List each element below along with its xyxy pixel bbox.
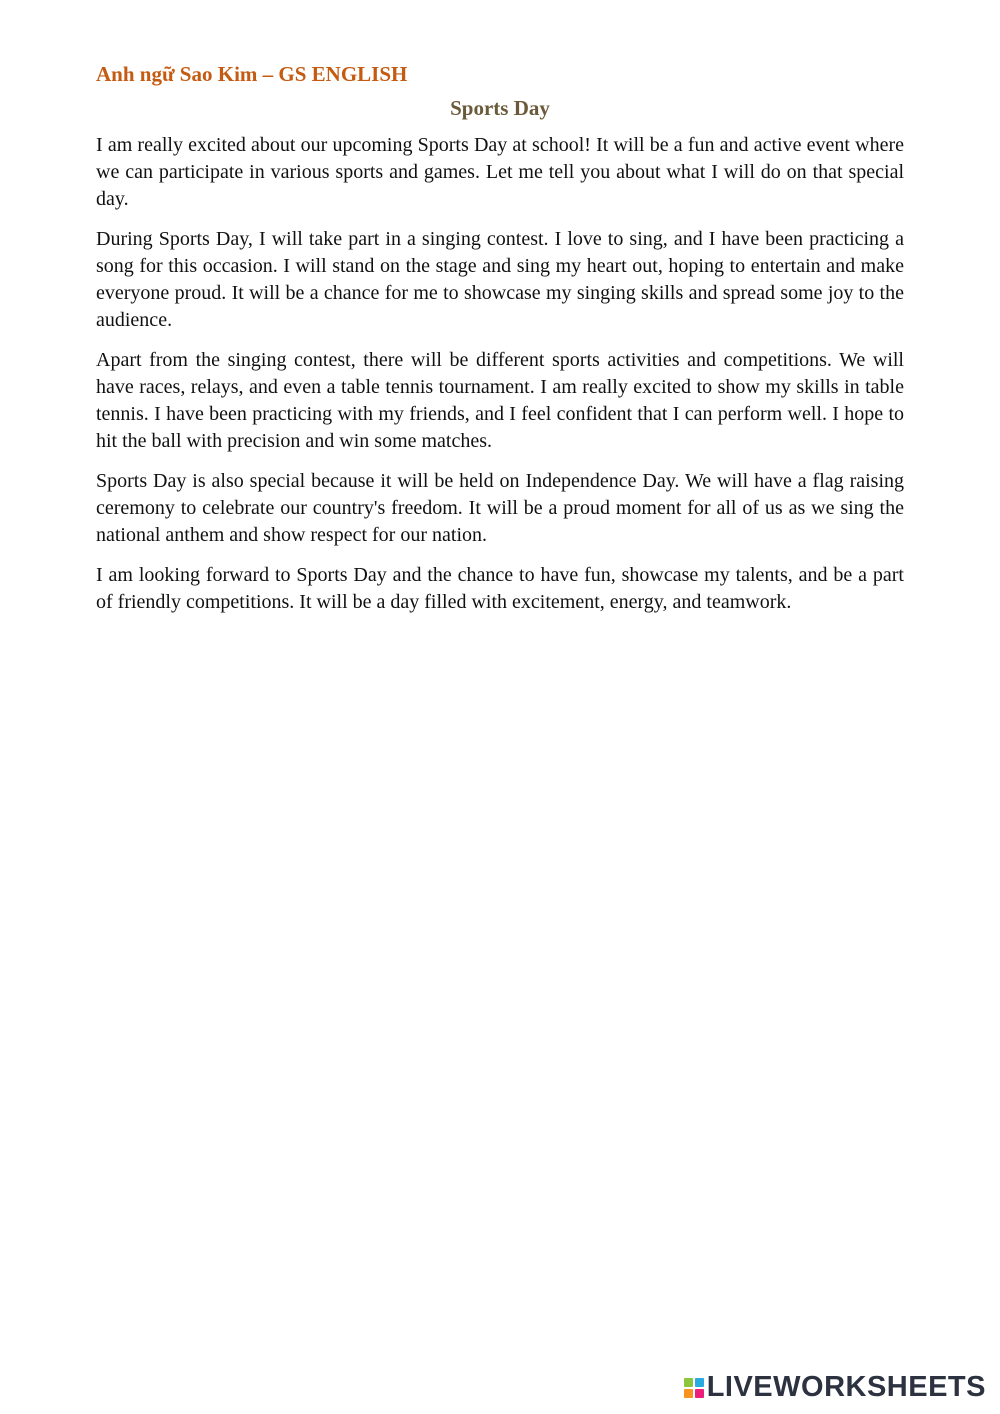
paragraph-1: I am really excited about our upcoming Sports Day at school! It will be a fun and active event where we can participate in various sports and games. Let me tell you about what I will do on that special day.	[96, 134, 904, 210]
paragraph-3: Apart from the singing contest, there will be different sports activities and competitions. We will have races, relays, and even a table tennis tournament. I am really excited to show my skills in table tennis. I have been practicing with my friends, and I feel confident that I can perform well. I hope to hit the ball with precision and win some matches.	[96, 349, 904, 452]
page-title: Sports Day	[450, 96, 550, 120]
paragraph-5: I am looking forward to Sports Day and the chance to have fun, showcase my talents, and be a part of friendly competitions. It will be a day filled with excitement, energy, and teamwork.	[96, 564, 904, 613]
liveworksheets-logo	[684, 1373, 986, 1402]
logo-square-blue	[695, 1378, 704, 1387]
logo-square-orange	[684, 1389, 693, 1398]
logo-square-pink	[695, 1389, 704, 1398]
paragraph-4: Sports Day is also special because it will be held on Independence Day. We will have a flag raising ceremony to celebrate our country's freedom. It will be a proud moment for all of us as we sing the national anthem and show respect for our nation.	[96, 470, 904, 546]
liveworksheets-logo-icon	[684, 1378, 704, 1398]
paragraph-2: During Sports Day, I will take part in a singing contest. I love to sing, and I have been practicing a song for this occasion. I will stand on the stage and sing my heart out, hoping to entertain and make everyone proud. It will be a chance for me to showcase my singing skills and spread some joy to the audience.	[96, 228, 904, 331]
worksheet-page	[96, 60, 904, 629]
logo-text: LIVEWORKSHEETS	[706, 1371, 986, 1403]
header-org-name: Anh ngữ Sao Kim – GS ENGLISH	[96, 62, 408, 86]
logo-square-green	[684, 1378, 693, 1387]
